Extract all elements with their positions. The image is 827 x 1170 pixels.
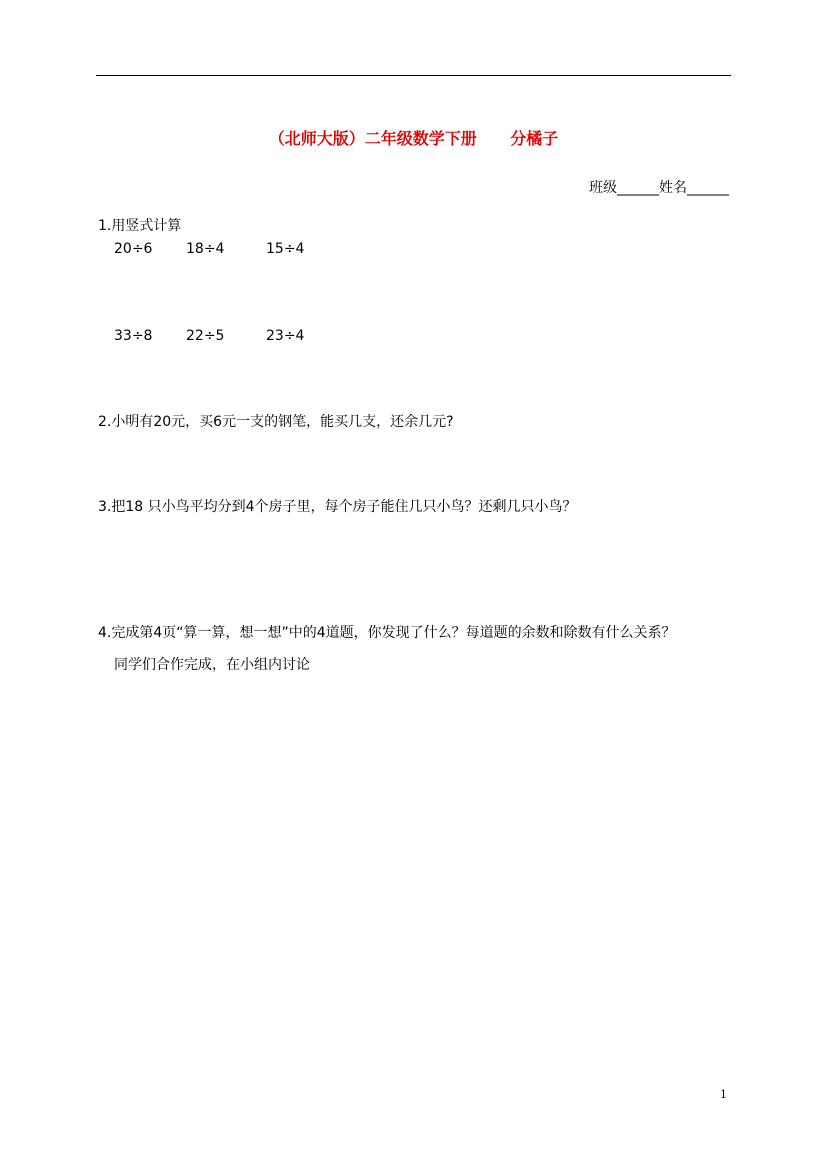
header-rule bbox=[96, 75, 731, 76]
expression: 22÷5 bbox=[186, 328, 225, 344]
page-number: 1 bbox=[720, 1088, 727, 1101]
question-2: 2.小明有20元，买6元一支的钢笔，能买几支，还余几元? bbox=[98, 414, 454, 430]
question-4-line-1: 4.完成第4页“算一算，想一想”中的4道题，你发现了什么？每道题的余数和除数有什么关系？ bbox=[98, 625, 676, 641]
class-name-field: 班级______姓名______ bbox=[589, 180, 729, 196]
expression: 15÷4 bbox=[266, 241, 305, 257]
question-1-label: 1.用竖式计算 bbox=[98, 218, 182, 234]
expression: 23÷4 bbox=[266, 328, 305, 344]
document-title: （北师大版）二年级数学下册 分橘子 bbox=[268, 129, 559, 148]
question-3: 3.把18 只小鸟平均分到4个房子里，每个房子能住几只小鸟？还剩几只小鸟？ bbox=[98, 499, 577, 515]
question-4-line-2: 同学们合作完成，在小组内讨论 bbox=[114, 657, 310, 673]
expression: 20÷6 bbox=[114, 241, 153, 257]
expression: 33÷8 bbox=[114, 328, 153, 344]
expression: 18÷4 bbox=[186, 241, 225, 257]
